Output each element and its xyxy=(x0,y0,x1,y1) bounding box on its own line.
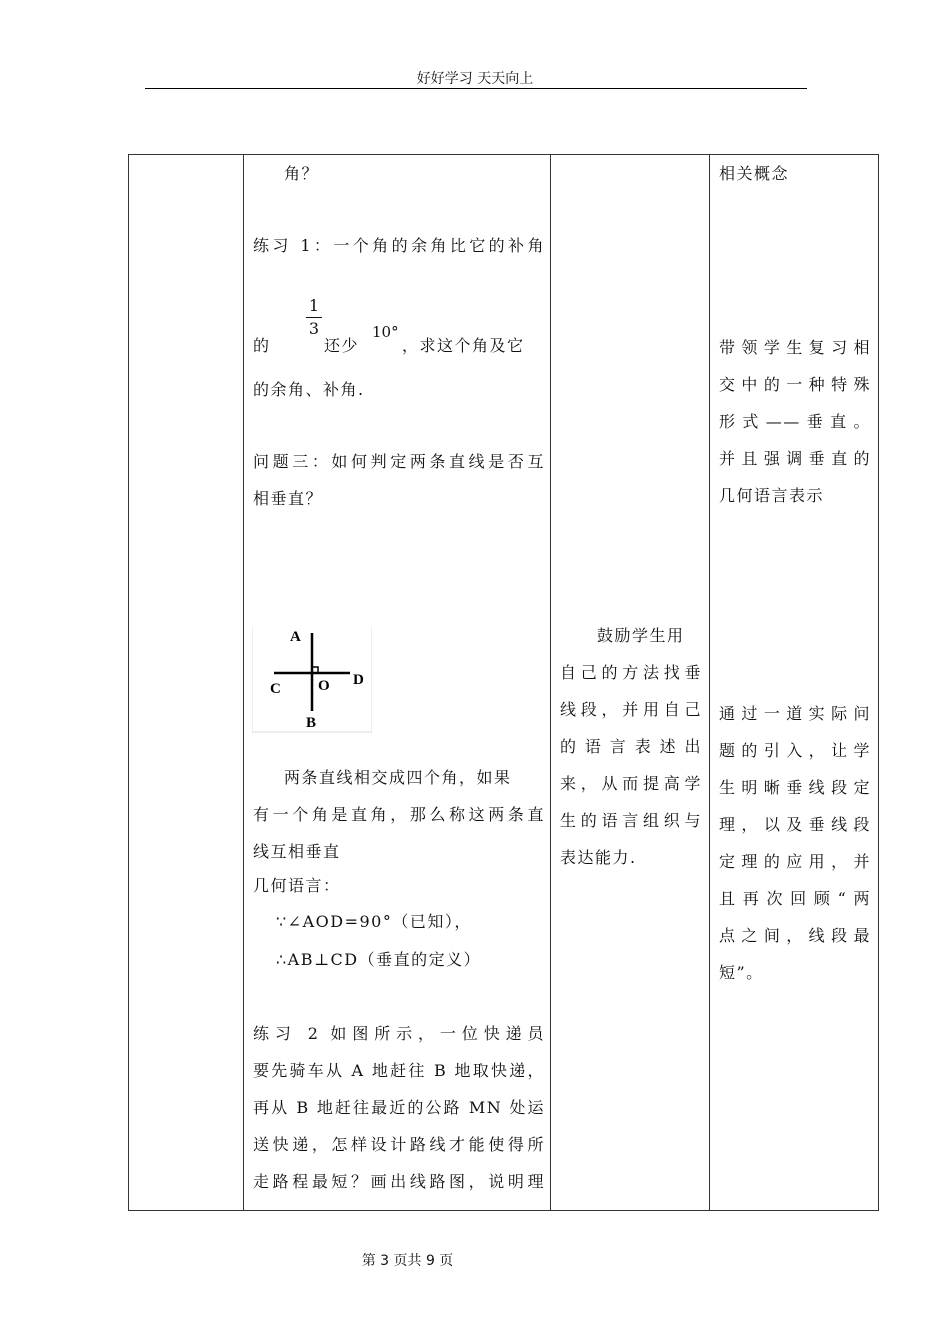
question3-line1: 问题三：如何判定两条直线是否互 xyxy=(253,452,545,471)
notes-block1-line: 并且强调垂直的 xyxy=(719,449,871,468)
header-rule xyxy=(145,88,807,89)
fraction-bar xyxy=(306,317,322,318)
notes-block1-line: 带领学生复习相 xyxy=(719,338,871,357)
intent-line: 生的语言组织与 xyxy=(560,811,702,830)
exercise2-line5: 走路程最短？画出线路图，说明理 xyxy=(253,1172,545,1191)
geometry-reason: ∵∠AOD=90°（已知）， xyxy=(276,912,472,931)
point-d-label: D xyxy=(353,672,364,688)
intent-line: 线段，并用自己 xyxy=(560,700,702,719)
notes-block2-line: 生明晰垂线段定 xyxy=(719,778,871,797)
notes-block1-line: 形式——垂直。 xyxy=(719,412,871,431)
point-o-label: O xyxy=(318,678,330,694)
fraction-numerator: 1 xyxy=(308,296,320,315)
intent-line: 来，从而提高学 xyxy=(560,774,702,793)
intent-line: 的语言表述出 xyxy=(560,737,702,756)
intent-line: 表达能力. xyxy=(560,848,637,867)
exercise1-mid: 还少 xyxy=(324,336,360,355)
notes-block2-line: 且再次回顾“两 xyxy=(719,889,871,908)
question3-line2: 相垂直？ xyxy=(253,489,324,508)
notes-block2-line: 通过一道实际问 xyxy=(719,704,871,723)
fraction-denominator: 3 xyxy=(308,319,320,338)
exercise2-line4: 送快递，怎样设计路线才能使得所 xyxy=(253,1135,545,1154)
point-a-label: A xyxy=(290,629,301,645)
lesson-table xyxy=(128,154,879,1211)
exercise1-tail: ，求这个角及它 xyxy=(402,336,525,355)
point-b-label: B xyxy=(306,715,317,731)
exercise2-line2: 要先骑车从 A 地赶往 B 地取快递， xyxy=(253,1061,545,1080)
exercise2-line1: 练习 2 如图所示，一位快递员 xyxy=(253,1024,545,1043)
geometry-language-label: 几何语言： xyxy=(253,876,341,895)
notes-block2-line: 题的引入，让学 xyxy=(719,741,871,760)
column-empty xyxy=(129,155,244,1211)
column-intent xyxy=(551,155,710,1211)
notes-block1-line: 交中的一种特殊 xyxy=(719,375,871,394)
notes-block2-line: 点之间，线段最 xyxy=(719,926,871,945)
notes-block2-line: 短”。 xyxy=(719,963,764,982)
page-header: 好好学习 天天向上 xyxy=(416,71,534,87)
notes-top: 相关概念 xyxy=(719,164,790,183)
exercise1-line1: 练习 1：一个角的余角比它的补角 xyxy=(253,236,545,255)
exercise1-line3: 的余角、补角. xyxy=(253,380,365,399)
perpendicular-figure xyxy=(252,627,372,733)
definition-line3: 线互相垂直 xyxy=(253,842,341,861)
angle-ten-degrees: 10° xyxy=(372,323,399,341)
intent-line: 自己的方法找垂 xyxy=(560,663,702,682)
question-end: 角？ xyxy=(284,164,320,183)
point-c-label: C xyxy=(270,681,281,697)
page-footer: 第 3 页共 9 页 xyxy=(361,1253,454,1269)
notes-block2-line: 定理的应用，并 xyxy=(719,852,871,871)
geometry-conclusion: ∴AB⊥CD（垂直的定义） xyxy=(276,950,482,969)
definition-line1: 两条直线相交成四个角，如果 xyxy=(284,768,512,787)
notes-block1-line: 几何语言表示 xyxy=(719,486,825,505)
intent-line: 鼓励学生用 xyxy=(597,626,685,645)
column-notes xyxy=(710,155,879,1211)
fraction-one-third xyxy=(306,297,322,338)
notes-block2-line: 理，以及垂线段 xyxy=(719,815,871,834)
exercise2-line3: 再从 B 地赶往最近的公路 MN 处运 xyxy=(253,1098,545,1117)
definition-line2: 有一个角是直角，那么称这两条直 xyxy=(253,805,545,824)
exercise1-de: 的 xyxy=(253,336,271,355)
column-content xyxy=(244,155,551,1211)
